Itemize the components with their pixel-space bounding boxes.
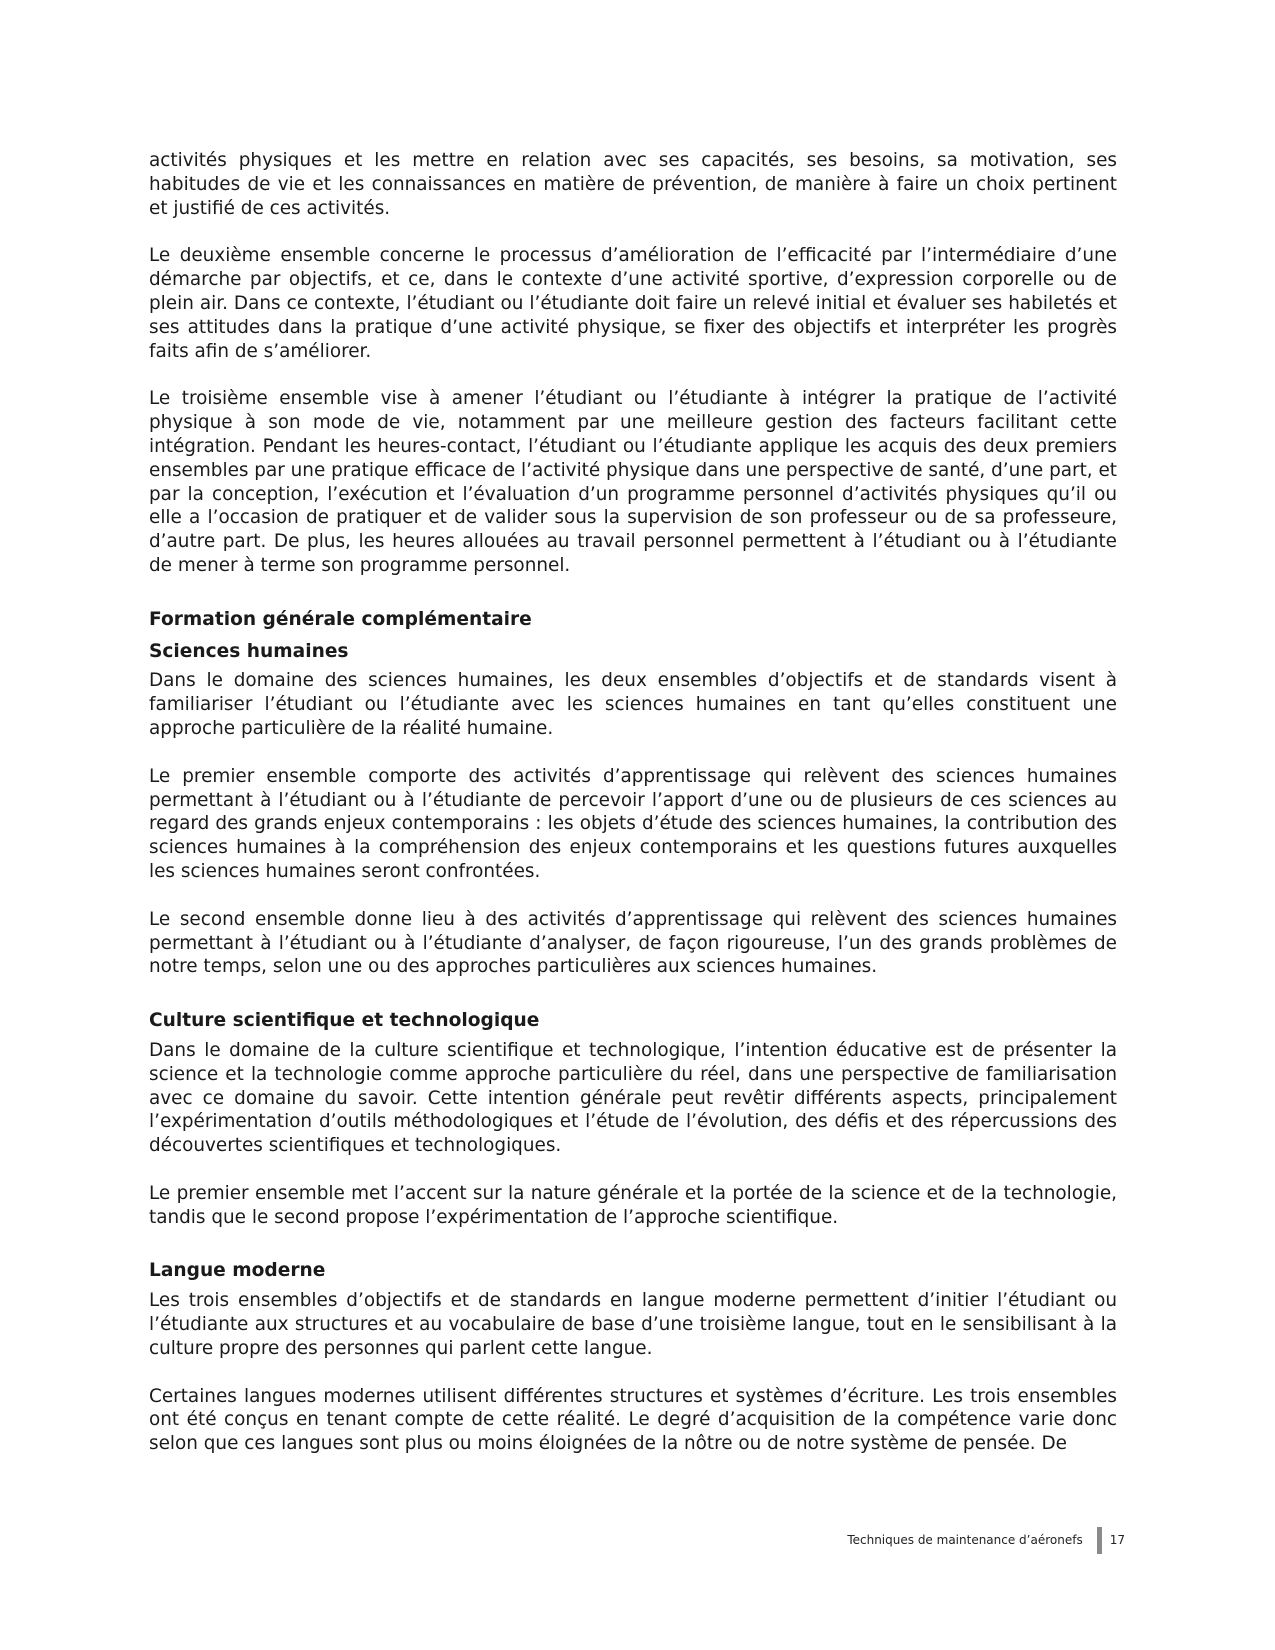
footer-divider [1097, 1527, 1102, 1554]
paragraph-activites-physiques: activités physiques et les mettre en relation avec ses capacités, ses besoins, sa motivation, ses habitudes de vie et les connaissances en matière de prévention, de manière à faire un choix pertinent et justifié de ces activités. [149, 150, 1117, 219]
heading-sciences-humaines: Sciences humaines [149, 640, 349, 662]
paragraph-culture-scientifique-intro: Dans le domaine de la culture scientifique et technologique, l’intention éducative est de présenter la science et la technologie comme approche particulière du réel, dans une perspective de familiarisation avec ce domaine du savoir. Cette intention générale peut revêtir différents aspects, principalement l’expérimentation d’outils méthodologiques et l’étude de l’évolution, des défis et des répercussions des découvertes scientifiques et technologiques. [149, 1039, 1117, 1157]
page-number: 17 [1109, 1533, 1125, 1547]
paragraph-culture-scientifique-ensembles: Le premier ensemble met l’accent sur la nature générale et la portée de la science et de la technologie, tandis que le second propose l’expérimentation de l’approche scientifique. [149, 1182, 1117, 1228]
heading-langue-moderne: Langue moderne [149, 1260, 326, 1282]
paragraph-deuxieme-ensemble: Le deuxième ensemble concerne le processus d’amélioration de l’efficacité par l’intermédiaire d’une démarche par objectifs, et ce, dans le contexte d’une activité sportive, d’expression corporelle ou de plein air. Dans ce contexte, l’étudiant ou l’étudiante doit faire un relevé initial et évaluer ses habiletés et ses attitudes dans la pratique d’une activité physique, se fixer des objectifs et interpréter les progrès faits afin de s’améliorer. [149, 245, 1117, 362]
document-body [149, 149, 1117, 1480]
page-footer [847, 1526, 1125, 1554]
paragraph-sciences-humaines-premier: Le premier ensemble comporte des activités d’apprentissage qui relèvent des sciences humaines permettant à l’étudiant ou à l’étudiante de percevoir l’apport d’une ou de plusieurs de ces sciences au regard des grands enjeux contemporains : les objets d’étude des sciences humaines, la contribution des sciences humaines à la compréhension des enjeux contemporains et les questions futures auxquelles les sciences humaines seront confrontées. [149, 765, 1117, 882]
paragraph-sciences-humaines-second: Le second ensemble donne lieu à des activités d’apprentissage qui relèvent des sciences humaines permettant à l’étudiant ou à l’étudiante d’analyser, de façon rigoureuse, l’un des grands problèmes de notre temps, selon une ou des approches particulières aux sciences humaines. [149, 908, 1117, 978]
heading-culture-scientifique: Culture scientifique et technologique [149, 1010, 540, 1032]
paragraph-troisieme-ensemble: Le troisième ensemble vise à amener l’étudiant ou l’étudiante à intégrer la pratique de l’activité physique à son mode de vie, notamment par une meilleure gestion des facteurs facilitant cette intégration. Pendant les heures-contact, l’étudiant ou l’étudiante applique les acquis des deux premiers ensembles par une pratique efficace de l’activité physique dans une perspective de santé, d’une part, et par la conception, l’exécution et l’évaluation d’un programme personnel d’activités physiques qu’il ou elle a l’occasion de pratiquer et de valider sous la supervision de son professeur ou de sa professeure, d’autre part. De plus, les heures allouées au travail personnel permettent à l’étudiant ou à l’étudiante de mener à terme son programme personnel. [149, 388, 1118, 576]
paragraph-langue-moderne-structures: Certaines langues modernes utilisent différentes structures et systèmes d’écriture. Les trois ensembles ont été conçus en tenant compte de cette réalité. Le degré d’acquisition de la compétence varie donc selon que ces langues sont plus ou moins éloignées de la nôtre ou de notre système de pensée. De [149, 1385, 1117, 1455]
footer-document-title: Techniques de maintenance d’aéronefs [847, 1533, 1083, 1547]
paragraph-sciences-humaines-intro: Dans le domaine des sciences humaines, les deux ensembles d’objectifs et de standards visent à familiariser l’étudiant ou l’étudiante avec les sciences humaines en tant qu’elles constituent une approche particulière de la réalité humaine. [149, 670, 1117, 739]
heading-formation-generale-complementaire: Formation générale complémentaire [149, 608, 532, 630]
paragraph-langue-moderne-intro: Les trois ensembles d’objectifs et de standards en langue moderne permettent d’initier l’étudiant ou l’étudiante aux structures et au vocabulaire de base d’une troisième langue, tout en le sensibilisant à la culture propre des personnes qui parlent cette langue. [149, 1290, 1117, 1359]
